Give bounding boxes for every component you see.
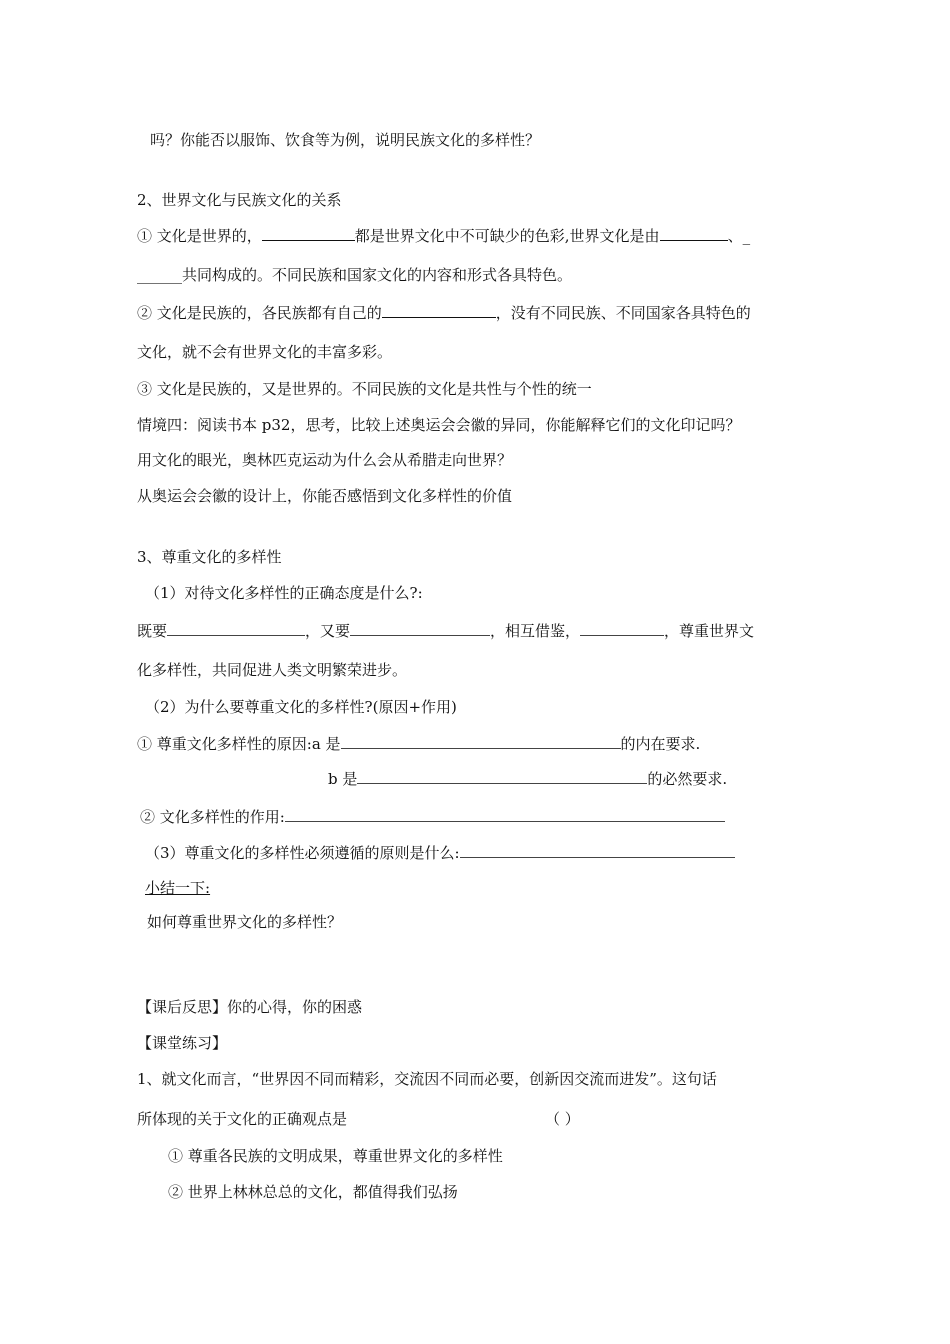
answer-blank[interactable]	[341, 733, 621, 749]
text: ① 尊重文化多样性的原因:a 是	[137, 735, 341, 753]
text-line	[137, 342, 392, 362]
section-heading	[137, 997, 362, 1017]
question-line	[145, 697, 457, 717]
text: 既要	[137, 622, 168, 640]
text: 2、世界文化与民族文化的关系	[137, 191, 342, 209]
text: 用文化的眼光，奥林匹克运动为什么会从希腊走向世界？	[137, 451, 513, 469]
section-heading	[137, 1033, 227, 1053]
text: b 是	[328, 770, 358, 788]
text: 吗？你能否以服饰、饮食等为例，说明民族文化的多样性？	[150, 131, 541, 149]
text: （3）尊重文化的多样性必须遵循的原则是什么:	[145, 844, 460, 862]
answer-blank[interactable]	[660, 225, 728, 241]
fill-in-line	[137, 302, 751, 323]
text: 的内在要求.	[620, 735, 701, 753]
option-line	[168, 1146, 503, 1166]
answer-blank[interactable]	[357, 768, 647, 784]
text: 都是世界文化中不可缺少的色彩,世界文化是由	[354, 227, 660, 245]
answer-blank[interactable]	[382, 302, 496, 318]
text: ① 文化是世界的，	[137, 227, 262, 245]
text: ，相互借鉴，	[490, 622, 581, 640]
section-heading	[137, 547, 282, 567]
question-line	[137, 1109, 347, 1129]
text: ② 文化是民族的，各民族都有自己的	[137, 304, 382, 322]
text-line	[137, 450, 512, 470]
text: ① 尊重各民族的文明成果，尊重世界文化的多样性	[168, 1147, 503, 1165]
text: 【课堂练习】	[137, 1034, 228, 1052]
text: 【课后反思】你的心得，你的困惑	[137, 998, 363, 1016]
text: ，尊重世界文	[664, 622, 755, 640]
text: 的必然要求.	[647, 770, 728, 788]
question-line	[145, 583, 423, 603]
text-line	[137, 660, 407, 680]
text: ，没有不同民族、不同国家各具特色的	[495, 304, 751, 322]
option-line	[168, 1182, 458, 1202]
text: 小结一下:	[145, 879, 211, 897]
text: 、_	[727, 227, 751, 245]
text: 所体现的关于文化的正确观点是	[137, 1110, 348, 1128]
text-line	[137, 379, 592, 399]
question-line	[137, 1069, 717, 1089]
answer-blank[interactable]	[580, 620, 664, 636]
text: 情境四：阅读书本 p32，思考，比较上述奥运会会徽的异同，你能解释它们的文化印记吗？	[137, 416, 741, 434]
text-line	[137, 265, 572, 285]
text-line	[137, 415, 740, 435]
answer-blank[interactable]	[350, 620, 490, 636]
text: 文化，就不会有世界文化的丰富多彩。	[137, 343, 393, 361]
fill-in-line	[137, 225, 750, 246]
text: ______共同构成的。不同民族和国家文化的内容和形式各具特色。	[137, 266, 573, 284]
fill-in-line	[140, 806, 725, 827]
fill-in-line	[137, 620, 754, 641]
text: 如何尊重世界文化的多样性？	[147, 913, 343, 931]
answer-blank[interactable]	[167, 620, 305, 636]
text: ② 世界上林林总总的文化，都值得我们弘扬	[168, 1183, 458, 1201]
summary-heading	[145, 878, 210, 898]
text: ，又要	[305, 622, 351, 640]
text: 从奥运会会徽的设计上，你能否感悟到文化多样性的价值	[137, 487, 513, 505]
text: 化多样性，共同促进人类文明繁荣进步。	[137, 661, 408, 679]
text: 1、就文化而言，“世界因不同而精彩，交流因不同而必要，创新因交流而进发”。这句话	[137, 1070, 717, 1088]
text: （2）为什么要尊重文化的多样性?(原因+作用)	[145, 698, 457, 716]
answer-bracket[interactable]	[545, 1109, 580, 1129]
section-heading	[137, 190, 342, 210]
text: （1）对待文化多样性的正确态度是什么?:	[145, 584, 423, 602]
answer-blank[interactable]	[262, 225, 355, 241]
text: 3、尊重文化的多样性	[137, 548, 282, 566]
fill-in-line	[145, 842, 735, 863]
text-line	[147, 912, 342, 932]
text: ② 文化多样性的作用:	[140, 808, 285, 826]
text-line	[150, 130, 540, 150]
answer-blank[interactable]	[460, 842, 735, 858]
text: （ ）	[545, 1110, 580, 1128]
fill-in-line	[328, 768, 727, 789]
text-line	[137, 486, 512, 506]
text: ③ 文化是民族的，又是世界的。不同民族的文化是共性与个性的统一	[137, 380, 592, 398]
fill-in-line	[137, 733, 700, 754]
answer-blank[interactable]	[285, 806, 725, 822]
